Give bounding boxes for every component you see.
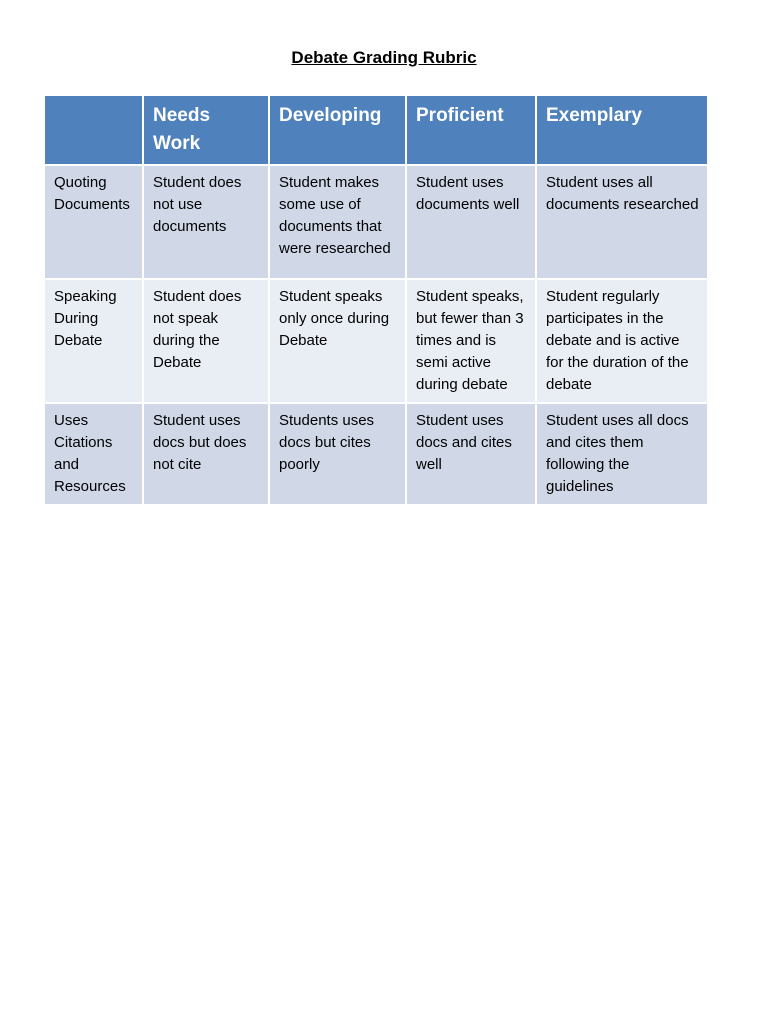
table-row [44, 279, 708, 403]
rubric-cell: Student regularly participates in the debate and is active for the duration of the debate [536, 279, 708, 403]
header-row [44, 95, 708, 165]
rubric-cell: Student uses all docs and cites them following the guidelines [536, 403, 708, 505]
criterion-cell: Speaking During Debate [44, 279, 143, 403]
rubric-cell: Student speaks only once during Debate [269, 279, 406, 403]
criterion-cell: Uses Citations and Resources [44, 403, 143, 505]
rubric-cell: Student speaks, but fewer than 3 times and is semi active during debate [406, 279, 536, 403]
header-cell-developing: Developing [269, 95, 406, 165]
header-cell-needs-work: Needs Work [143, 95, 269, 165]
rubric-cell: Student uses docs but does not cite [143, 403, 269, 505]
rubric-cell: Students uses docs but cites poorly [269, 403, 406, 505]
header-cell-proficient: Proficient [406, 95, 536, 165]
rubric-cell: Student makes some use of documents that were researched [269, 165, 406, 279]
rubric-cell: Student does not speak during the Debate [143, 279, 269, 403]
table-row [44, 165, 708, 279]
rubric-cell: Student does not use documents [143, 165, 269, 279]
rubric-cell: Student uses all documents researched [536, 165, 708, 279]
rubric-cell: Student uses documents well [406, 165, 536, 279]
rubric-cell: Student uses docs and cites well [406, 403, 536, 505]
header-cell-criteria [44, 95, 143, 165]
document-title: Debate Grading Rubric [291, 48, 477, 67]
criterion-cell: Quoting Documents [44, 165, 143, 279]
header-cell-exemplary: Exemplary [536, 95, 708, 165]
table-row [44, 403, 708, 505]
rubric-table [43, 94, 709, 506]
